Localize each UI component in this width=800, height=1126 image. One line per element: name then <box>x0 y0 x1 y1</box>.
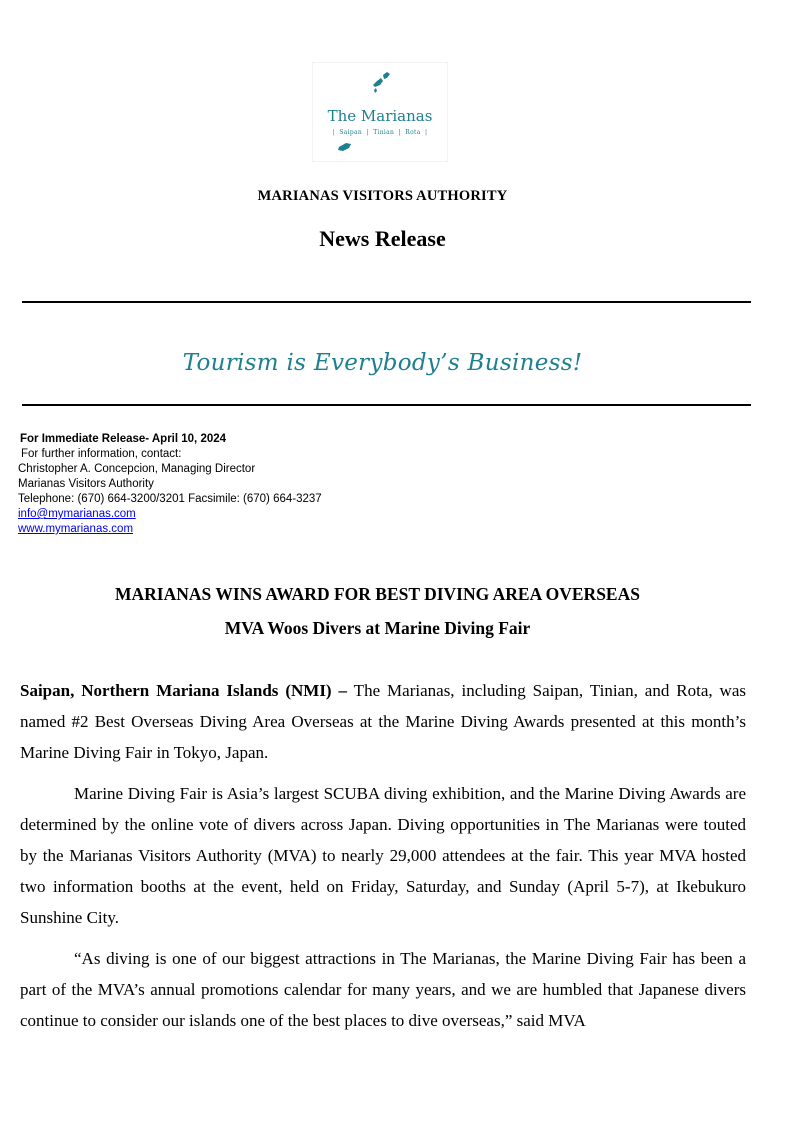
paragraph-1-text: The Marianas, including Saipan, Tinian, and Rota, was named #2 Best Overseas Diving Area Overseas at the Marine Diving Awards presented at this month’s Marine Diving Fair in Tokyo, Japan. <box>20 681 746 762</box>
dateline: Saipan, Northern Mariana Islands (NMI) – <box>20 681 348 700</box>
logo-title: The Marianas <box>327 107 433 125</box>
contact-name: Christopher A. Concepcion, Managing Director <box>18 463 256 475</box>
release-date-line: For Immediate Release- April 10, 2024 <box>20 433 227 445</box>
paragraph-1 <box>20 675 746 768</box>
contact-org: Marianas Visitors Authority <box>18 478 154 490</box>
contact-phone: Telephone: (670) 664-3200/3201 Facsimile: (670) 664-3237 <box>18 493 322 505</box>
paragraph-2: Marine Diving Fair is Asia’s largest SCUBA diving exhibition, and the Marine Diving Awards are determined by the online vote of divers across Japan. Diving opportunities in The Marianas were touted by the Marianas Visitors Authority (MVA) to nearly 29,000 attendees at the fair. This year MVA hosted two information booths at the event, held on Friday, Saturday, and Sunday (April 5-7), at Ikebukuro Sunshine City. <box>20 784 746 927</box>
bottom-divider <box>22 404 751 406</box>
contact-block <box>18 432 322 537</box>
organization-name: MARIANAS VISITORS AUTHORITY <box>257 188 508 204</box>
email-link[interactable]: info@mymarianas.com <box>18 508 136 520</box>
headline: MARIANAS WINS AWARD FOR BEST DIVING AREA OVERSEAS <box>115 584 640 604</box>
article-body <box>20 675 746 1046</box>
tagline: Tourism is Everybody’s Business! <box>182 350 583 376</box>
paragraph-3: “As diving is one of our biggest attractions in The Marianas, the Marine Diving Fair has been a part of the MVA’s annual promotions calendar for many years, and we are humbled that Japanese divers continue to consider our islands one of the best places to dive overseas,” said MVA <box>20 949 746 1030</box>
subheadline: MVA Woos Divers at Marine Diving Fair <box>224 618 531 638</box>
further-info-label: For further information, contact: <box>21 448 182 460</box>
website-link[interactable]: www.mymarianas.com <box>18 523 134 535</box>
logo-subtitle: | Saipan | Tinian | Rota | <box>332 129 428 136</box>
top-divider <box>22 301 751 303</box>
marianas-logo <box>312 62 448 162</box>
document-type: News Release <box>319 226 446 251</box>
